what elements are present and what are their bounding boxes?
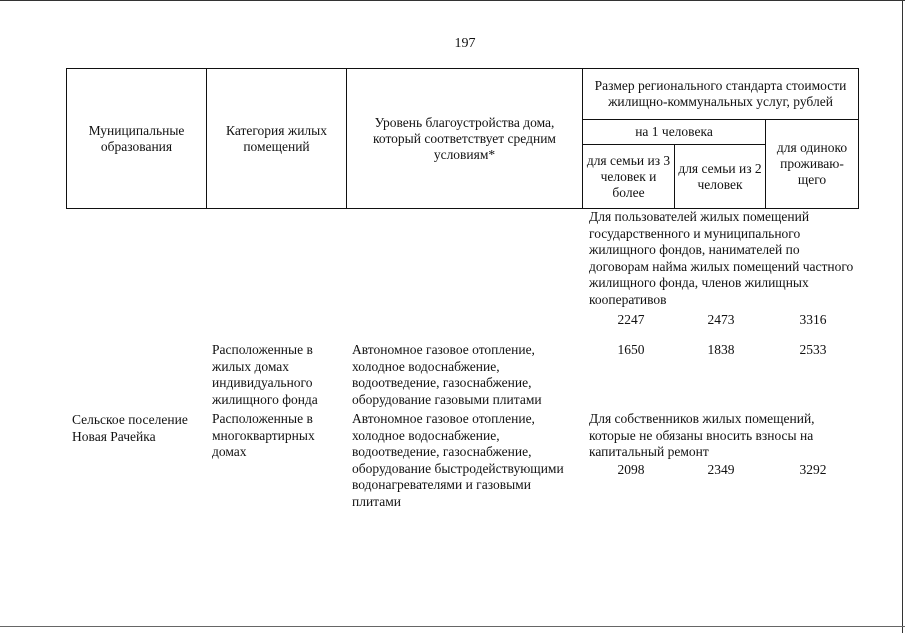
row1-value-family3: 1650 [617, 342, 645, 357]
section2-value-single: 3292 [799, 462, 827, 477]
page-border-right [902, 0, 903, 633]
header-category: Категория жилых помещений [206, 68, 347, 209]
section1-title: Для пользователей жилых помещений государственного и муниципального жилищного фондов, нанимателей по договорам найма жилых помещений частного жилищного фонда, членов жилищных кооперативов [589, 209, 854, 307]
row1-value-single: 2533 [799, 342, 827, 357]
section2-value-family2: 2349 [707, 462, 735, 477]
section2-value-family3: 2098 [617, 462, 645, 477]
row2-category: Расположенные в многоквартирных домах [212, 411, 315, 459]
header-size: Размер регионального стандарта стоимости жилищно-коммунальных услуг, рублей [582, 68, 859, 120]
header-level: Уровень благоустройства дома, который соответствует средним условиям* [346, 68, 583, 209]
header-family3: для семьи из 3 человек и более [582, 144, 675, 209]
header-per-person: на 1 человека [582, 119, 766, 145]
row1-level: Автономное газовое отопление, холодное водоснабжение, водоотведение, газоснабжение, оборудование газовыми плитами [352, 342, 542, 407]
section1-value-family3: 2247 [617, 312, 645, 327]
page-border-bottom [0, 626, 905, 627]
page-border-top [0, 0, 905, 1]
header-municipal: Муниципальные образования [66, 68, 207, 209]
section1-value-family2: 2473 [707, 312, 735, 327]
header-family2: для семьи из 2 человек [674, 144, 766, 209]
section1-value-single: 3316 [799, 312, 827, 327]
page-number: 197 [454, 36, 476, 51]
row1-category: Расположенные в жилых домах индивидуального жилищного фонда [212, 342, 318, 407]
row1-value-family2: 1838 [707, 342, 735, 357]
header-single: для одиноко проживаю- щего [765, 119, 859, 209]
row2-level: Автономное газовое отопление, холодное водоснабжение, водоотведение, газоснабжение, оборудование быстродействующими водонагревателями и газовыми плитами [352, 411, 564, 509]
municipality-name: Сельское поселение Новая Рачейка [72, 412, 188, 444]
section2-title: Для собственников жилых помещений, которые не обязаны вносить взносы на капитальный ремонт [589, 411, 815, 459]
